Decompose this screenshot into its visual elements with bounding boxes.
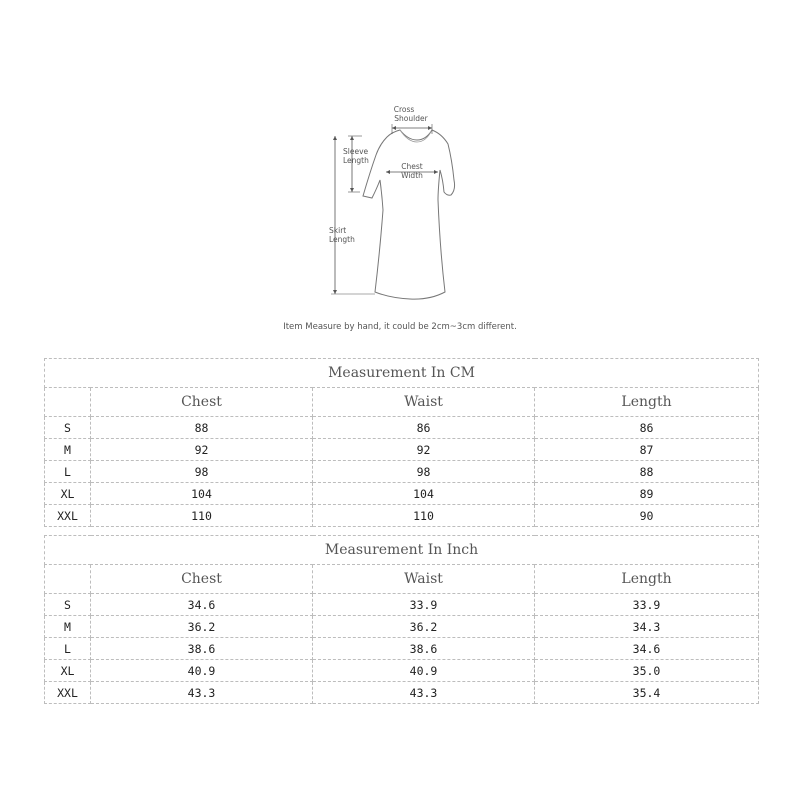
inch-header-length: Length [535,565,759,594]
table-row [45,439,759,461]
cross-shoulder-label-1: Cross [393,105,415,114]
size-label: XL [45,660,91,682]
table-row [45,594,759,616]
chest-value: 98 [91,461,313,483]
waist-value: 104 [313,483,535,505]
length-value: 89 [535,483,759,505]
size-label: XXL [45,505,91,527]
length-value: 90 [535,505,759,527]
size-label: M [45,616,91,638]
chest-value: 92 [91,439,313,461]
dress-measurement-diagram [320,100,490,305]
chest-value: 43.3 [91,682,313,704]
size-label: XL [45,483,91,505]
table-row [45,660,759,682]
length-value: 35.4 [535,682,759,704]
skirt-length-label-2: Length [329,235,355,244]
sleeve-length-label-1: Sleeve [343,147,369,156]
waist-value: 36.2 [313,616,535,638]
inch-size-table [44,535,759,704]
cm-size-table [44,358,759,527]
length-value: 86 [535,417,759,439]
sleeve-length-label-2: Length [343,156,369,165]
length-value: 87 [535,439,759,461]
table-row [45,638,759,660]
waist-value: 110 [313,505,535,527]
table-row [45,461,759,483]
chest-value: 38.6 [91,638,313,660]
length-value: 34.6 [535,638,759,660]
table-row [45,682,759,704]
chest-value: 104 [91,483,313,505]
cross-shoulder-label-2: Shoulder [394,114,428,123]
waist-value: 33.9 [313,594,535,616]
table-row [45,505,759,527]
size-label: S [45,594,91,616]
waist-value: 98 [313,461,535,483]
cm-header-chest: Chest [91,388,313,417]
cm-table-title: Measurement In CM [45,359,759,388]
waist-value: 86 [313,417,535,439]
chest-width-label-1: Chest [401,162,423,171]
inch-header-chest: Chest [91,565,313,594]
size-label: XXL [45,682,91,704]
inch-table-title: Measurement In Inch [45,536,759,565]
length-value: 34.3 [535,616,759,638]
waist-value: 38.6 [313,638,535,660]
chest-width-label-2: Width [401,171,423,180]
size-label: S [45,417,91,439]
length-value: 33.9 [535,594,759,616]
chest-value: 34.6 [91,594,313,616]
table-row [45,483,759,505]
chest-value: 36.2 [91,616,313,638]
cm-header-blank [45,388,91,417]
length-value: 35.0 [535,660,759,682]
size-label: M [45,439,91,461]
waist-value: 43.3 [313,682,535,704]
waist-value: 92 [313,439,535,461]
cm-header-waist: Waist [313,388,535,417]
table-row [45,417,759,439]
inch-header-blank [45,565,91,594]
size-label: L [45,638,91,660]
measurement-note: Item Measure by hand, it could be 2cm~3cm different. [283,322,517,332]
chest-value: 40.9 [91,660,313,682]
table-row [45,616,759,638]
skirt-length-label-1: Skirt [329,226,347,235]
size-label: L [45,461,91,483]
dress-outline-icon [320,100,490,305]
inch-header-waist: Waist [313,565,535,594]
waist-value: 40.9 [313,660,535,682]
cm-header-length: Length [535,388,759,417]
length-value: 88 [535,461,759,483]
chest-value: 110 [91,505,313,527]
chest-value: 88 [91,417,313,439]
